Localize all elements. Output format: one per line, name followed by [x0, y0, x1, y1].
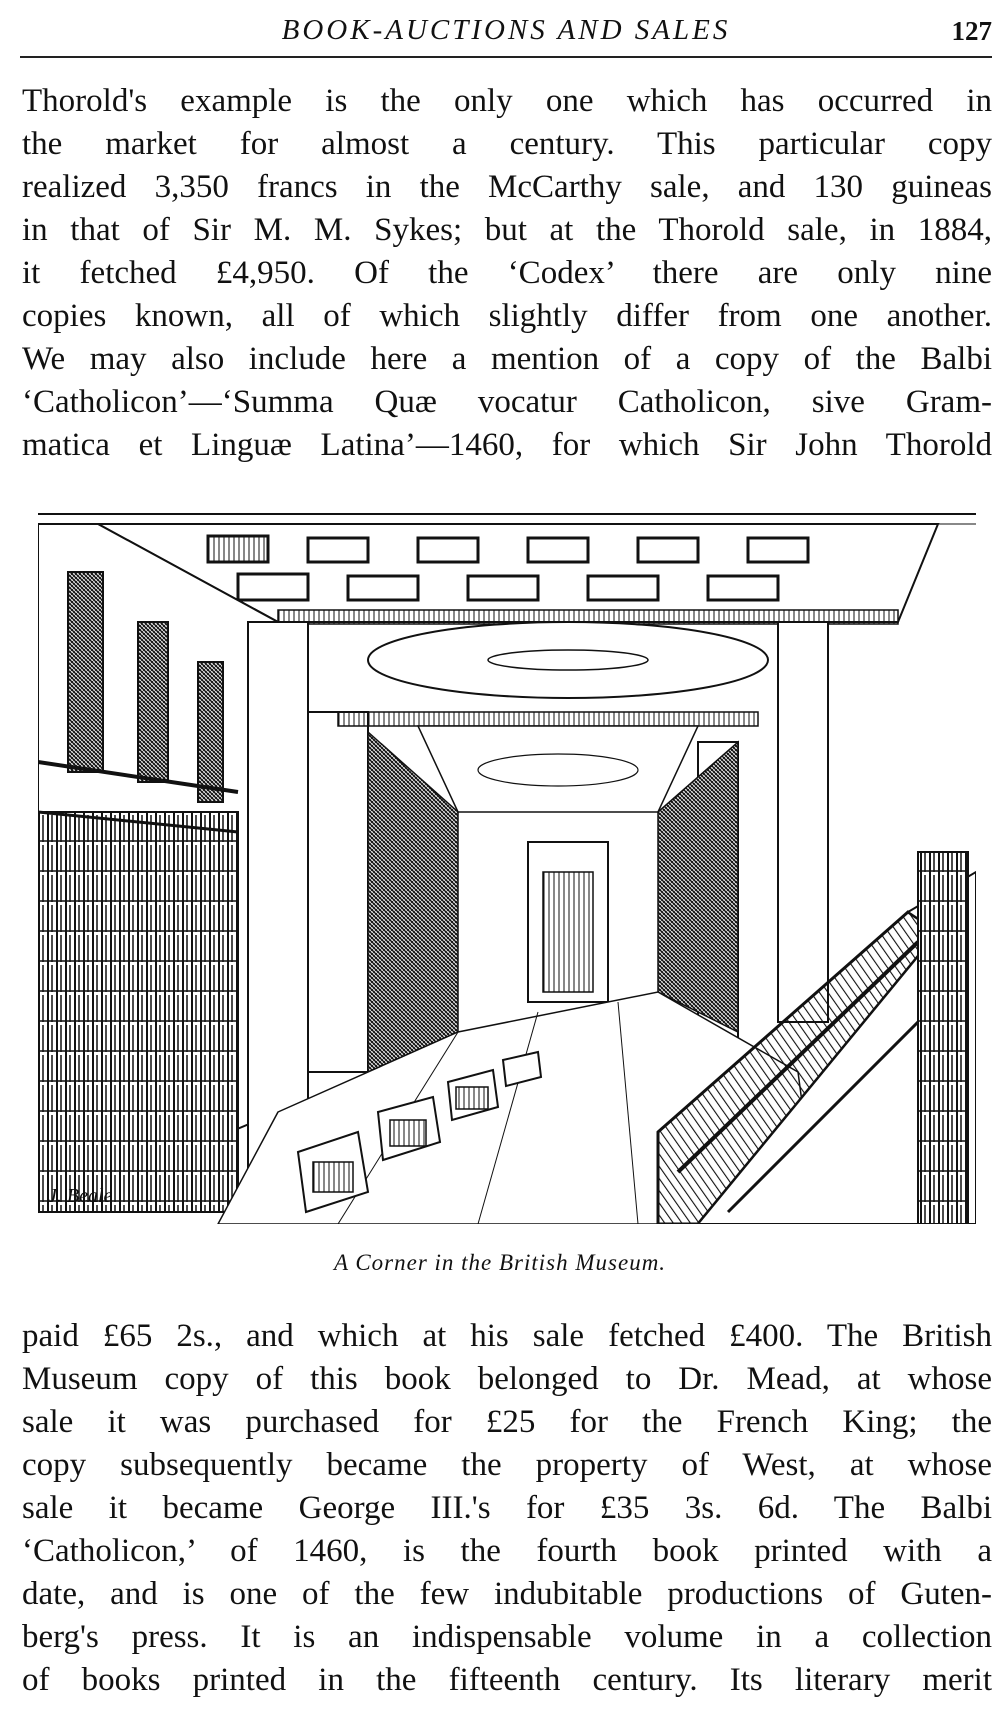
text-line: sale it became George III.'s for £35 3s. 6d. The Balbi	[22, 1490, 992, 1526]
text-line: realized 3,350 francs in the McCarthy sale, and 130 guineas	[22, 169, 992, 205]
running-head: BOOK-AUCTIONS AND SALES	[281, 14, 731, 46]
text-line: matica et Linguæ Latina’—1460, for which Sir John Thorold	[22, 427, 992, 463]
paragraph-1	[22, 80, 992, 467]
page-header	[20, 8, 992, 58]
text-line: ‘Catholicon’—‘Summa Quæ vocatur Catholicon, sive Gram-	[22, 384, 992, 420]
page-number: 127	[951, 16, 992, 46]
text-line: copies known, all of which slightly differ from one another.	[22, 298, 992, 334]
text-line: of books printed in the fifteenth century. Its literary merit	[22, 1662, 992, 1698]
text-line: in that of Sir M. M. Sykes; but at the Thorold sale, in 1884,	[22, 212, 992, 248]
text-line: copy subsequently became the property of West, at whose	[22, 1447, 992, 1483]
text-line: paid £65 2s., and which at his sale fetched £400. The British	[22, 1318, 992, 1354]
text-line: sale it was purchased for £25 for the French King; the	[22, 1404, 992, 1440]
text-line: Thorold's example is the only one which has occurred in	[22, 83, 992, 119]
text-line: Museum copy of this book belonged to Dr. Mead, at whose	[22, 1361, 992, 1397]
illustration-british-museum	[38, 512, 976, 1224]
figure-caption: A Corner in the British Museum.	[333, 1250, 667, 1275]
text-line: date, and is one of the few indubitable productions of Guten-	[22, 1576, 992, 1612]
text-line: the market for almost a century. This particular copy	[22, 126, 992, 162]
paragraph-2	[22, 1315, 992, 1702]
artist-signature: J. Beale	[48, 1185, 113, 1207]
text-line: it fetched £4,950. Of the ‘Codex’ there are only nine	[22, 255, 992, 291]
text-line: We may also include here a mention of a copy of the Balbi	[22, 341, 992, 377]
text-line: berg's press. It is an indispensable volume in a collection	[22, 1619, 992, 1655]
text-line: ‘Catholicon,’ of 1460, is the fourth book printed with a	[22, 1533, 992, 1569]
